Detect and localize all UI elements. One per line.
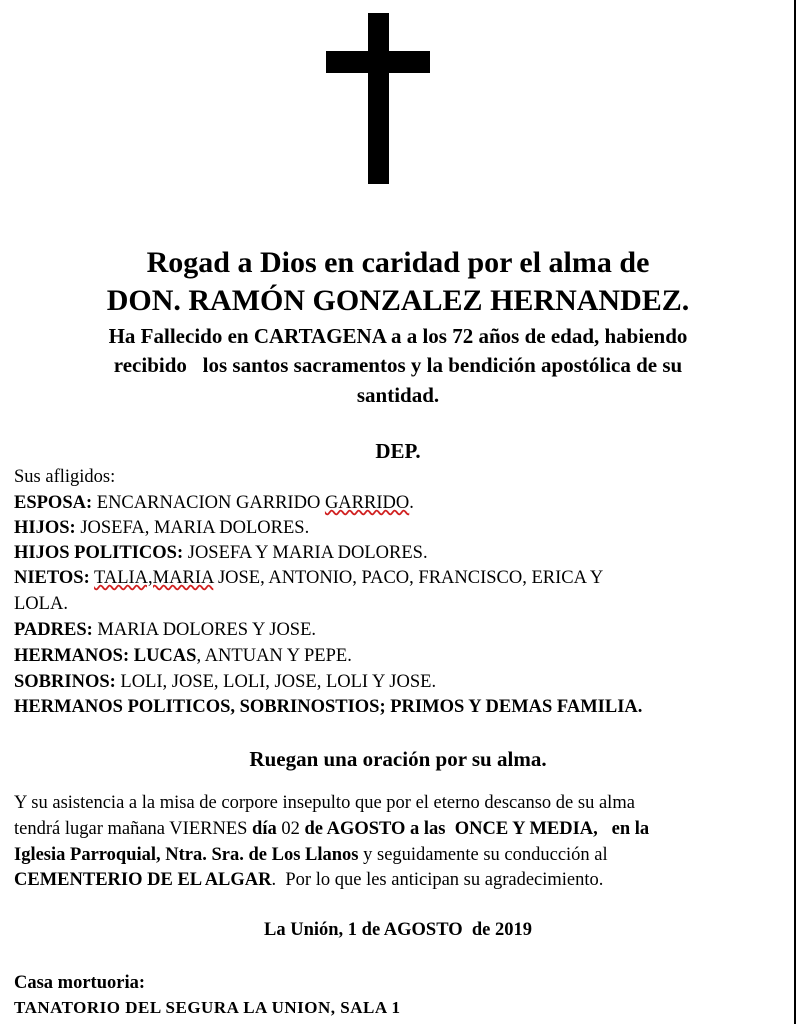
- funeral-home-value: TANATORIO DEL SEGURA LA UNION, SALA 1: [14, 998, 401, 1017]
- funeral-home-label: Casa mortuoria:: [14, 973, 146, 993]
- nietos-label: NIETOS:: [14, 568, 90, 588]
- mass-line-2: [14, 819, 782, 840]
- nietos-value: JOSE, ANTONIO, PACO, FRANCISCO, ERICA Y: [213, 568, 604, 588]
- hermanos-label: HERMANOS: LUCAS: [14, 646, 197, 666]
- esposa-value: ENCARNACION GARRIDO: [92, 493, 325, 513]
- mourner-row-nietos: [14, 568, 782, 589]
- hijos-value: JOSEFA, MARIA DOLORES.: [75, 518, 310, 538]
- nietos-line-2: LOLA.: [14, 594, 68, 614]
- date-place: La Unión, 1 de AGOSTO de 2019: [264, 920, 532, 940]
- mass-line-4: [14, 870, 782, 891]
- hermanos-value: , ANTUAN Y PEPE.: [196, 646, 352, 666]
- sobrinos-label: SOBRINOS:: [14, 672, 116, 692]
- mass-time: de AGOSTO a las ONCE Y MEDIA, en la: [304, 819, 650, 839]
- prayer-request: Ruegan una oración por su alma.: [249, 747, 547, 771]
- header-line-5: santidad.: [356, 383, 440, 407]
- hijos-label: HIJOS:: [14, 518, 76, 538]
- mourner-row-sobrinos: [14, 672, 782, 693]
- cemetery-name: CEMENTERIO DE EL ALGAR: [14, 870, 272, 890]
- nietos-value-sq: TALIA,MARIA: [94, 568, 214, 588]
- mourner-row-hijos-politicos: [14, 543, 782, 564]
- mass-day-number: 02: [276, 819, 305, 839]
- esposa-label: ESPOSA:: [14, 493, 93, 513]
- mourner-row-esposa: [14, 493, 782, 514]
- padres-label: PADRES:: [14, 620, 93, 640]
- deceased-name: DON. RAMÓN GONZALEZ HERNANDEZ.: [106, 284, 690, 317]
- header-line-3: Ha Fallecido en CARTAGENA a a los 72 años de edad, habiendo: [108, 324, 688, 348]
- hijos-politicos-value: JOSEFA Y MARIA DOLORES.: [183, 543, 428, 563]
- mass-line-3b: y seguidamente su conducción al: [358, 845, 608, 865]
- mourner-row-hermanos: [14, 646, 782, 667]
- esposa-end: .: [409, 493, 414, 513]
- hijos-politicos-label: HIJOS POLITICOS:: [14, 543, 184, 563]
- mourners-intro: Sus afligidos:: [14, 467, 116, 487]
- padres-value: MARIA DOLORES Y JOSE.: [92, 620, 317, 640]
- mass-line-1: Y su asistencia a la misa de corpore insepulto que por el eterno descanso de su alma: [14, 793, 635, 813]
- mass-line-4b: . Por lo que les anticipan su agradecimiento.: [271, 870, 604, 890]
- church-name: Iglesia Parroquial, Ntra. Sra. de Los Llanos: [14, 845, 359, 865]
- dep-label: DEP.: [375, 439, 421, 463]
- mass-line-3: [14, 845, 782, 866]
- mass-line-2a: tendrá lugar mañana VIERNES: [14, 819, 253, 839]
- header-line-4: recibido los santos sacramentos y la bendición apostólica de su: [113, 353, 683, 377]
- esposa-value-2: GARRIDO: [324, 493, 410, 513]
- header-line-1: Rogad a Dios en caridad por el alma de: [146, 246, 650, 279]
- mourner-row-hermanos-politicos: HERMANOS POLITICOS, SOBRINOSTIOS; PRIMOS Y DEMAS FAMILIA.: [14, 697, 643, 717]
- sobrinos-value: LOLI, JOSE, LOLI, JOSE, LOLI Y JOSE.: [115, 672, 437, 692]
- right-border-line: [794, 0, 796, 1024]
- mass-day-label: día: [252, 819, 277, 839]
- mourner-row-hijos: [14, 518, 782, 539]
- mourner-row-padres: [14, 620, 782, 641]
